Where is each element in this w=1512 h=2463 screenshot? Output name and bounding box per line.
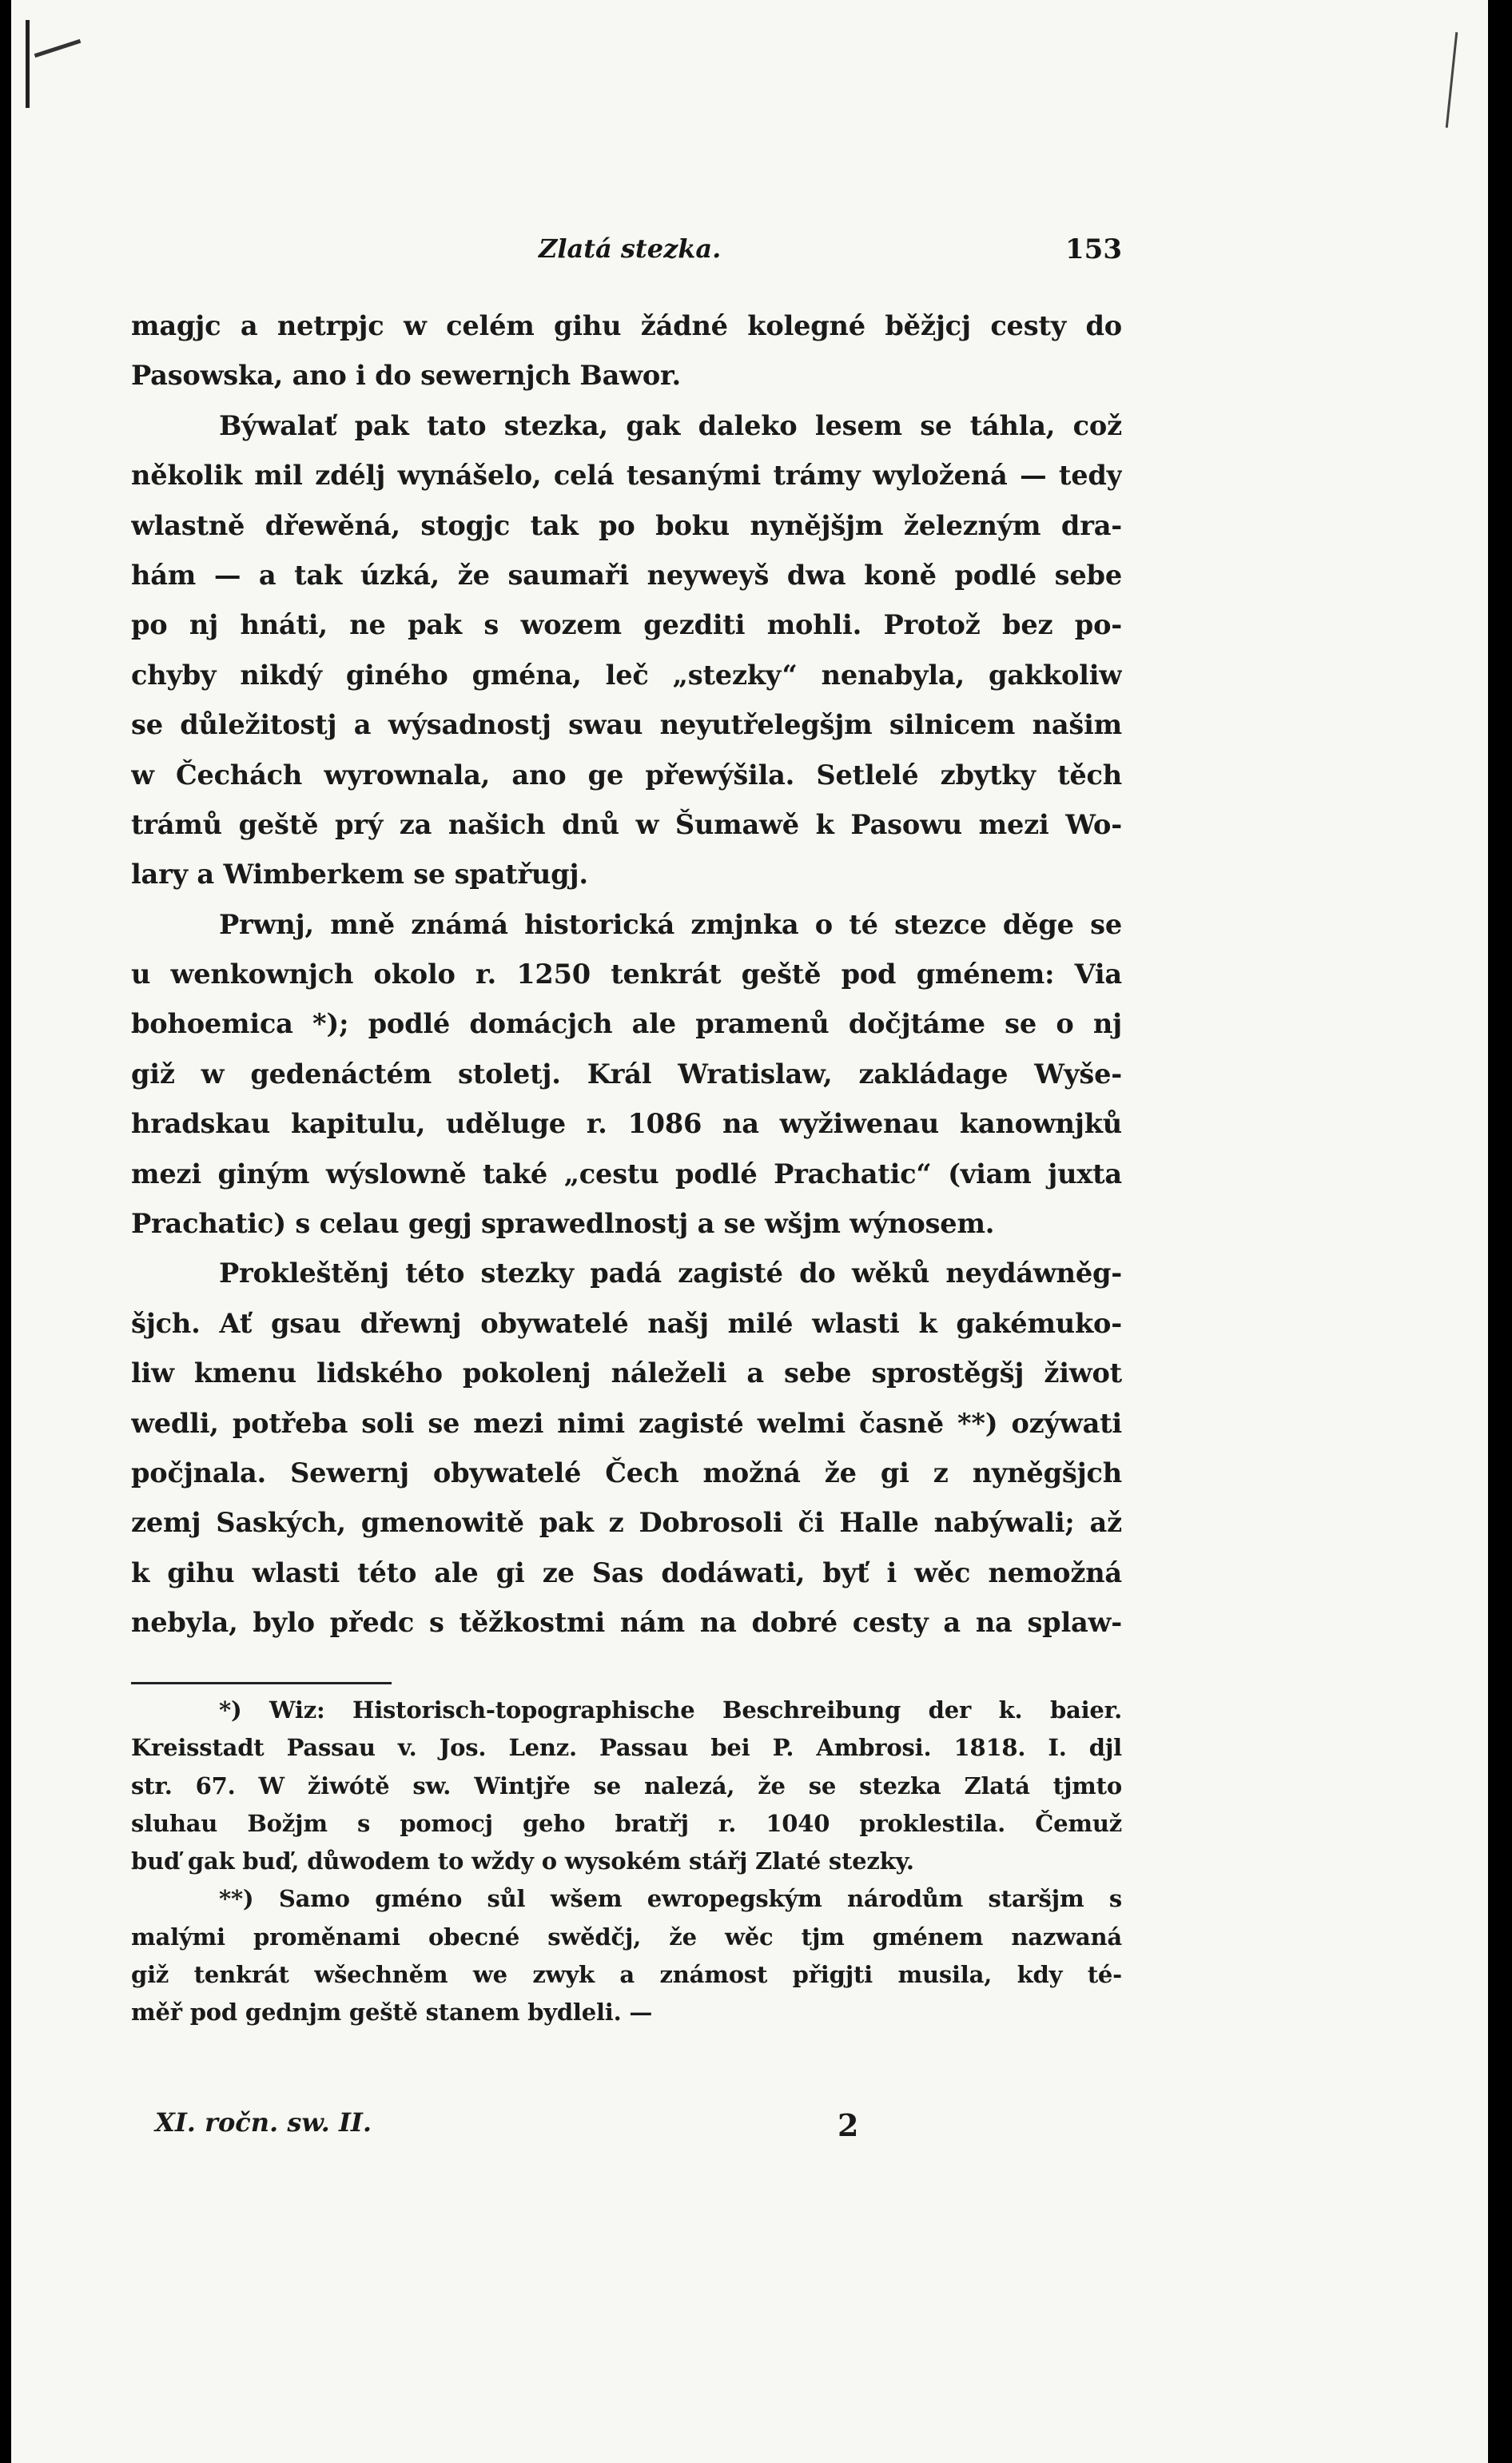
running-title: Zlatá stezka.	[539, 233, 722, 264]
edge-mark	[34, 39, 82, 58]
page-header	[131, 233, 1122, 265]
footnote-line: malými proměnami obecné swědčj, že wěc tjm gménem nazwaná	[131, 1923, 1122, 1951]
text-line: několik mil zdélj wynášelo, celá tesanými trámy wyložená — tedy	[131, 459, 1122, 492]
signature-mark: XI. ročn. sw. II.	[155, 2107, 372, 2138]
text-line: lary a Wimberkem se spatřugj.	[131, 858, 588, 891]
page-binding-right	[1488, 0, 1512, 2463]
text-line: bohoemica *); podlé domácjch ale pramenů dočjtáme se o nj	[131, 1007, 1122, 1040]
body-text	[131, 301, 1122, 1648]
footnote-line: buď gak buď, důwodem to wždy o wysokém stářj Zlaté stezky.	[131, 1847, 914, 1875]
signature-number: 2	[838, 2107, 859, 2143]
page-number: 153	[1065, 233, 1122, 265]
text-line: giž w gedenáctém stoletj. Král Wratislaw, zakládage Wyše-	[131, 1057, 1122, 1090]
text-line: w Čechách wyrownala, ano ge přewýšila. Setlelé zbytky těch	[131, 758, 1122, 791]
edge-mark	[26, 20, 30, 108]
text-line: se důležitostj a wýsadnostj swau neyutřelegšjm silnicem našim	[131, 708, 1122, 741]
footnote-line: měř pod gednjm geště stanem bydleli. —	[131, 1999, 653, 2027]
text-line: Prwnj, mně známá historická zmjnka o té stezce děge se	[219, 907, 1122, 940]
text-line: zemj Saských, gmenowitě pak z Dobrosoli či Halle nabýwali; až	[131, 1506, 1122, 1539]
text-line: Býwalať pak tato stezka, gak daleko lesem se táhla, což	[219, 409, 1122, 441]
footnote-line: Kreisstadt Passau v. Jos. Lenz. Passau bei P. Ambrosi. 1818. I. djl	[131, 1734, 1122, 1762]
page-binding-left	[0, 0, 11, 2463]
text-line: hradskau kapitulu, uděluge r. 1086 na wyžiwenau kanownjků	[131, 1107, 1122, 1140]
text-line: k gihu wlasti této ale gi ze Sas dodáwati, byť i wěc nemožná	[131, 1556, 1122, 1588]
footnote-rule	[131, 1682, 392, 1684]
text-line: Prachatic) s celau gegj sprawedlnostj a se wšjm wýnosem.	[131, 1207, 995, 1240]
text-line: šjch. Ať gsau dřewnj obywatelé našj milé wlasti k gakémuko-	[131, 1306, 1122, 1339]
text-line: wlastně dřewěná, stogjc tak po boku nynějšjm železným dra-	[131, 508, 1122, 541]
text-line: Prokleštěnj této stezky padá zagisté do wěků neydáwněg-	[219, 1257, 1122, 1289]
footnote-line: giž tenkrát wšechněm we zwyk a známost přigjti musila, kdy té-	[131, 1961, 1122, 1989]
text-line: wedli, potřeba soli se mezi nimi zagisté welmi časně **) ozýwati	[131, 1406, 1122, 1439]
text-line: trámů geště prý za našich dnů w Šumawě k Pasowu mezi Wo-	[131, 807, 1122, 840]
signature-line	[131, 2107, 1122, 2146]
footnotes	[131, 1692, 1122, 2032]
footnote-line: sluhau Božjm s pomocj geho bratřj r. 1040 proklestila. Čemuž	[131, 1809, 1122, 1837]
edge-mark	[1446, 32, 1458, 128]
footnote-line: **) Samo gméno sůl wšem ewropegským národům staršjm s	[219, 1885, 1122, 1913]
text-line: po nj hnáti, ne pak s wozem gezditi mohli. Protož bez po-	[131, 608, 1122, 641]
text-line: Pasowska, ano i do sewernjch Bawor.	[131, 359, 681, 392]
text-line: mezi giným wýslowně také „cestu podlé Prachatic“ (viam juxta	[131, 1157, 1122, 1190]
text-line: u wenkownjch okolo r. 1250 tenkrát geště pod gménem: Via	[131, 958, 1122, 990]
text-line: hám — a tak úzká, že saumaři neyweyš dwa koně podlé sebe	[131, 558, 1122, 591]
text-line: liw kmenu lidského pokolenj náleželi a sebe sprostěgšj žiwot	[131, 1357, 1122, 1389]
text-line: magjc a netrpjc w celém gihu žádné kolegné běžjcj cesty do	[131, 309, 1122, 341]
text-line: chyby nikdý giného gména, leč „stezky“ nenabyla, gakkoliw	[131, 658, 1122, 691]
text-line: počjnala. Sewernj obywatelé Čech možná že gi z nyněgšjch	[131, 1456, 1122, 1489]
footnote-line: str. 67. W žiwótě sw. Wintjře se nalezá, že se stezka Zlatá tjmto	[131, 1772, 1122, 1799]
footnote-line: *) Wiz: Historisch-topographische Beschreibung der k. baier.	[219, 1696, 1122, 1724]
text-line: nebyla, bylo předc s těžkostmi nám na dobré cesty a na splaw-	[131, 1606, 1122, 1639]
